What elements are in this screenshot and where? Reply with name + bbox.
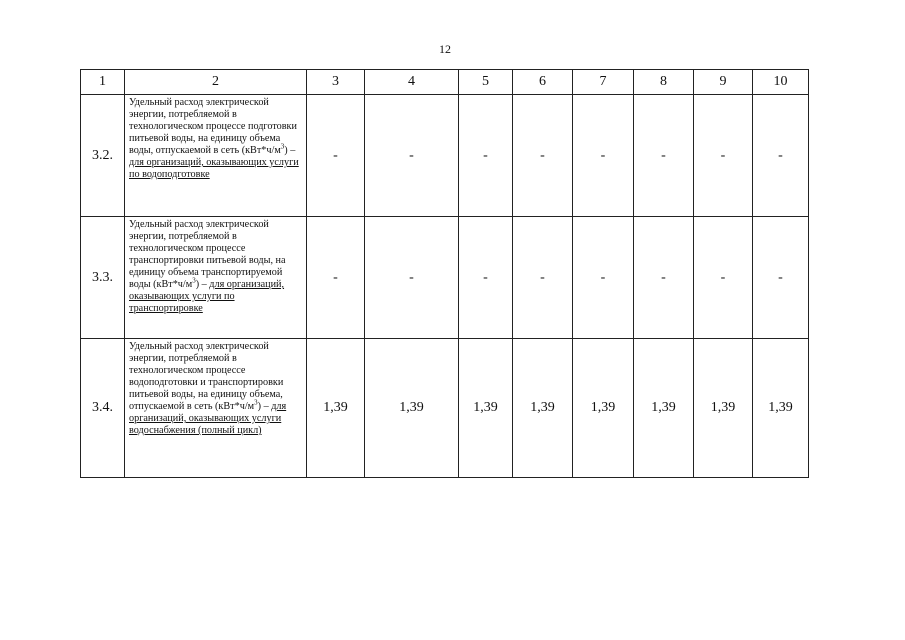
- description-underlined: для организаций, оказывающих услуги по транспортировке: [129, 279, 285, 314]
- column-header: 3: [307, 70, 365, 95]
- description-underlined: для организаций, оказывающих услуги водоснабжения (полный цикл): [129, 401, 287, 436]
- unit-superscript: 3: [280, 142, 285, 151]
- column-header: 2: [125, 70, 307, 95]
- description-connector: ) –: [257, 401, 272, 412]
- table-header-row: [81, 70, 809, 95]
- row-description: [125, 339, 307, 478]
- description-text: Удельный расход электрической энергии, потребляемой в технологическом процессе транспортировки питьевой воды, на единицу объема транспортируемой воды (кВт*ч/м: [129, 219, 286, 290]
- unit-superscript: 3: [254, 398, 258, 407]
- column-header: 1: [81, 70, 125, 95]
- description-text: Удельный расход электрической энергии, потребляемой в технологическом процессе подготовки питьевой воды, на единицу объема воды, отпускаемой в сеть (кВт*ч/м: [129, 97, 297, 156]
- value-cell: -: [694, 95, 753, 217]
- column-header: 6: [513, 70, 573, 95]
- row-description: [125, 95, 307, 217]
- table-row: [81, 339, 809, 478]
- column-header: 5: [459, 70, 513, 95]
- row-number: 3.2.: [81, 95, 125, 217]
- value-cell: 1,39: [573, 339, 634, 478]
- description-connector: ) –: [284, 145, 296, 156]
- description-text: Удельный расход электрической энергии, потребляемой в технологическом процессе водоподготовки и транспортировки питьевой воды, на единицу объема, отпускаемой в сеть (кВт*ч/м: [129, 341, 284, 412]
- row-description: [125, 217, 307, 339]
- table-row: [81, 217, 809, 339]
- value-cell: -: [513, 95, 573, 217]
- value-cell: 1,39: [459, 339, 513, 478]
- value-cell: -: [307, 217, 365, 339]
- value-cell: 1,39: [513, 339, 573, 478]
- value-cell: -: [753, 217, 809, 339]
- unit-superscript: 3: [192, 276, 196, 285]
- column-header: 7: [573, 70, 634, 95]
- row-number: 3.3.: [81, 217, 125, 339]
- value-cell: -: [365, 217, 459, 339]
- value-cell: -: [459, 217, 513, 339]
- value-cell: -: [307, 95, 365, 217]
- description-underlined: для организаций, оказывающих услуги по водоподготовке: [129, 157, 299, 180]
- value-cell: -: [459, 95, 513, 217]
- value-cell: -: [753, 95, 809, 217]
- row-number: 3.4.: [81, 339, 125, 478]
- value-cell: 1,39: [753, 339, 809, 478]
- value-cell: 1,39: [694, 339, 753, 478]
- value-cell: 1,39: [307, 339, 365, 478]
- column-header: 10: [753, 70, 809, 95]
- value-cell: -: [573, 217, 634, 339]
- indicators-table: [80, 69, 809, 478]
- page-number: 12: [439, 42, 451, 56]
- value-cell: -: [513, 217, 573, 339]
- value-cell: -: [634, 217, 694, 339]
- value-cell: -: [365, 95, 459, 217]
- value-cell: 1,39: [365, 339, 459, 478]
- column-header: 4: [365, 70, 459, 95]
- value-cell: 1,39: [634, 339, 694, 478]
- column-header: 8: [634, 70, 694, 95]
- value-cell: -: [573, 95, 634, 217]
- value-cell: -: [634, 95, 694, 217]
- column-header: 9: [694, 70, 753, 95]
- table-row: [81, 95, 809, 217]
- description-connector: ) –: [195, 279, 210, 290]
- value-cell: -: [694, 217, 753, 339]
